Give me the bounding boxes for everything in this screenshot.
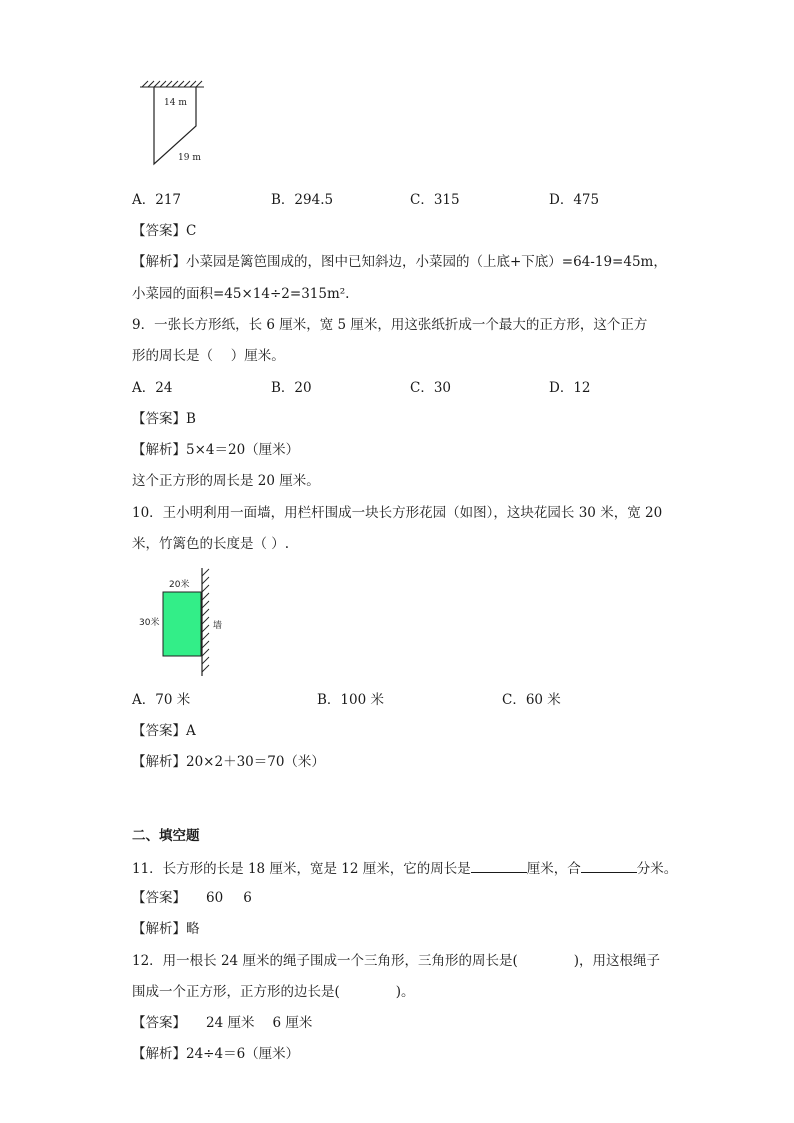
trapezoid-figure xyxy=(136,78,216,168)
slant-length-label: 19 m xyxy=(178,153,201,163)
q8-answer: 【答案】C xyxy=(132,223,197,239)
q11-blank-2 xyxy=(581,858,637,873)
q10-answer: 【答案】A xyxy=(132,723,196,739)
q10-option-c: C．60 米 xyxy=(502,692,561,708)
q11-answer-label: 【答案】 xyxy=(132,890,186,906)
width-label: 20米 xyxy=(169,580,190,590)
q11-question-part1: 11．长方形的长是 18 厘米，宽是 12 厘米，它的周长是 xyxy=(132,861,471,877)
garden-figure xyxy=(134,566,234,678)
q11-answer-value-1: 60 xyxy=(206,890,224,906)
q12-answer-value-2: 6 厘米 xyxy=(272,1015,313,1031)
q10-option-a: A．70 米 xyxy=(132,692,191,708)
q10-question-line1: 10．王小明利用一面墙，用栏杆围成一块长方形花园（如图），这块花园长 30 米，宽 20 xyxy=(132,505,663,521)
q11-answer-value-2: 6 xyxy=(243,890,252,906)
q9-option-a: A．24 xyxy=(132,380,173,396)
q11-question-part3: 分米。 xyxy=(636,861,678,877)
ceiling-hatch xyxy=(140,81,204,87)
q8-analysis-line1: 【解析】小菜园是篱笆围成的，图中已知斜边，小菜园的（上底+下底）=64-19=45m， xyxy=(132,254,667,270)
q8-option-d: D．475 xyxy=(549,192,600,208)
q10-analysis: 【解析】20×2＋30＝70（米） xyxy=(132,754,325,770)
q9-option-b: B．20 xyxy=(271,380,312,396)
section-heading: 二、填空题 xyxy=(132,828,200,844)
q10-option-b: B．100 米 xyxy=(317,692,384,708)
q11-answer xyxy=(132,889,252,907)
q12-question-line1 xyxy=(132,952,660,970)
q9-answer: 【答案】B xyxy=(132,411,196,427)
q8-option-c: C．315 xyxy=(410,192,460,208)
q9-option-d: D．12 xyxy=(549,380,591,396)
q9-question-line2: 形的周长是（ ）厘米。 xyxy=(132,348,285,364)
q9-analysis: 【解析】5×4＝20（厘米） xyxy=(132,442,300,458)
q12-answer xyxy=(132,1014,312,1032)
q9-question-line1: 9．一张长方形纸，长 6 厘米，宽 5 厘米，用这张纸折成一个最大的正方形，这个正方 xyxy=(132,317,648,333)
top-length-label: 14 m xyxy=(164,98,187,108)
q12-answer-value-1: 24 厘米 xyxy=(206,1015,255,1031)
q12-answer-label: 【答案】 xyxy=(132,1015,186,1031)
q11-blank-1 xyxy=(471,858,527,873)
q11-analysis: 【解析】略 xyxy=(132,921,200,937)
garden-rectangle xyxy=(163,592,201,656)
q9-conclusion: 这个正方形的周长是 20 厘米。 xyxy=(132,473,320,489)
q11-question xyxy=(132,858,677,878)
q11-question-part2: 厘米，合 xyxy=(526,861,581,877)
q12-question-part2: )，用这根绳子 xyxy=(573,953,660,969)
wall-hatch xyxy=(202,569,209,672)
q8-analysis-line2: 小菜园的面积=45×14÷2=315m². xyxy=(132,286,350,302)
q9-option-c: C．30 xyxy=(410,380,452,396)
q12-question-part3: 围成一个正方形，正方形的边长是( xyxy=(132,984,340,1000)
q12-question-line2 xyxy=(132,983,415,1001)
q8-option-a: A．217 xyxy=(132,192,182,208)
q12-analysis: 【解析】24÷4＝6（厘米） xyxy=(132,1046,300,1062)
q10-question-line2: 米，竹篱色的长度是（ ）. xyxy=(132,536,290,552)
wall-label: 墙 xyxy=(213,621,223,631)
q12-question-part1: 12．用一根长 24 厘米的绳子围成一个三角形，三角形的周长是( xyxy=(132,953,518,969)
length-label: 30米 xyxy=(139,618,160,628)
q12-question-part4: )。 xyxy=(395,984,415,1000)
q8-option-b: B．294.5 xyxy=(271,192,334,208)
